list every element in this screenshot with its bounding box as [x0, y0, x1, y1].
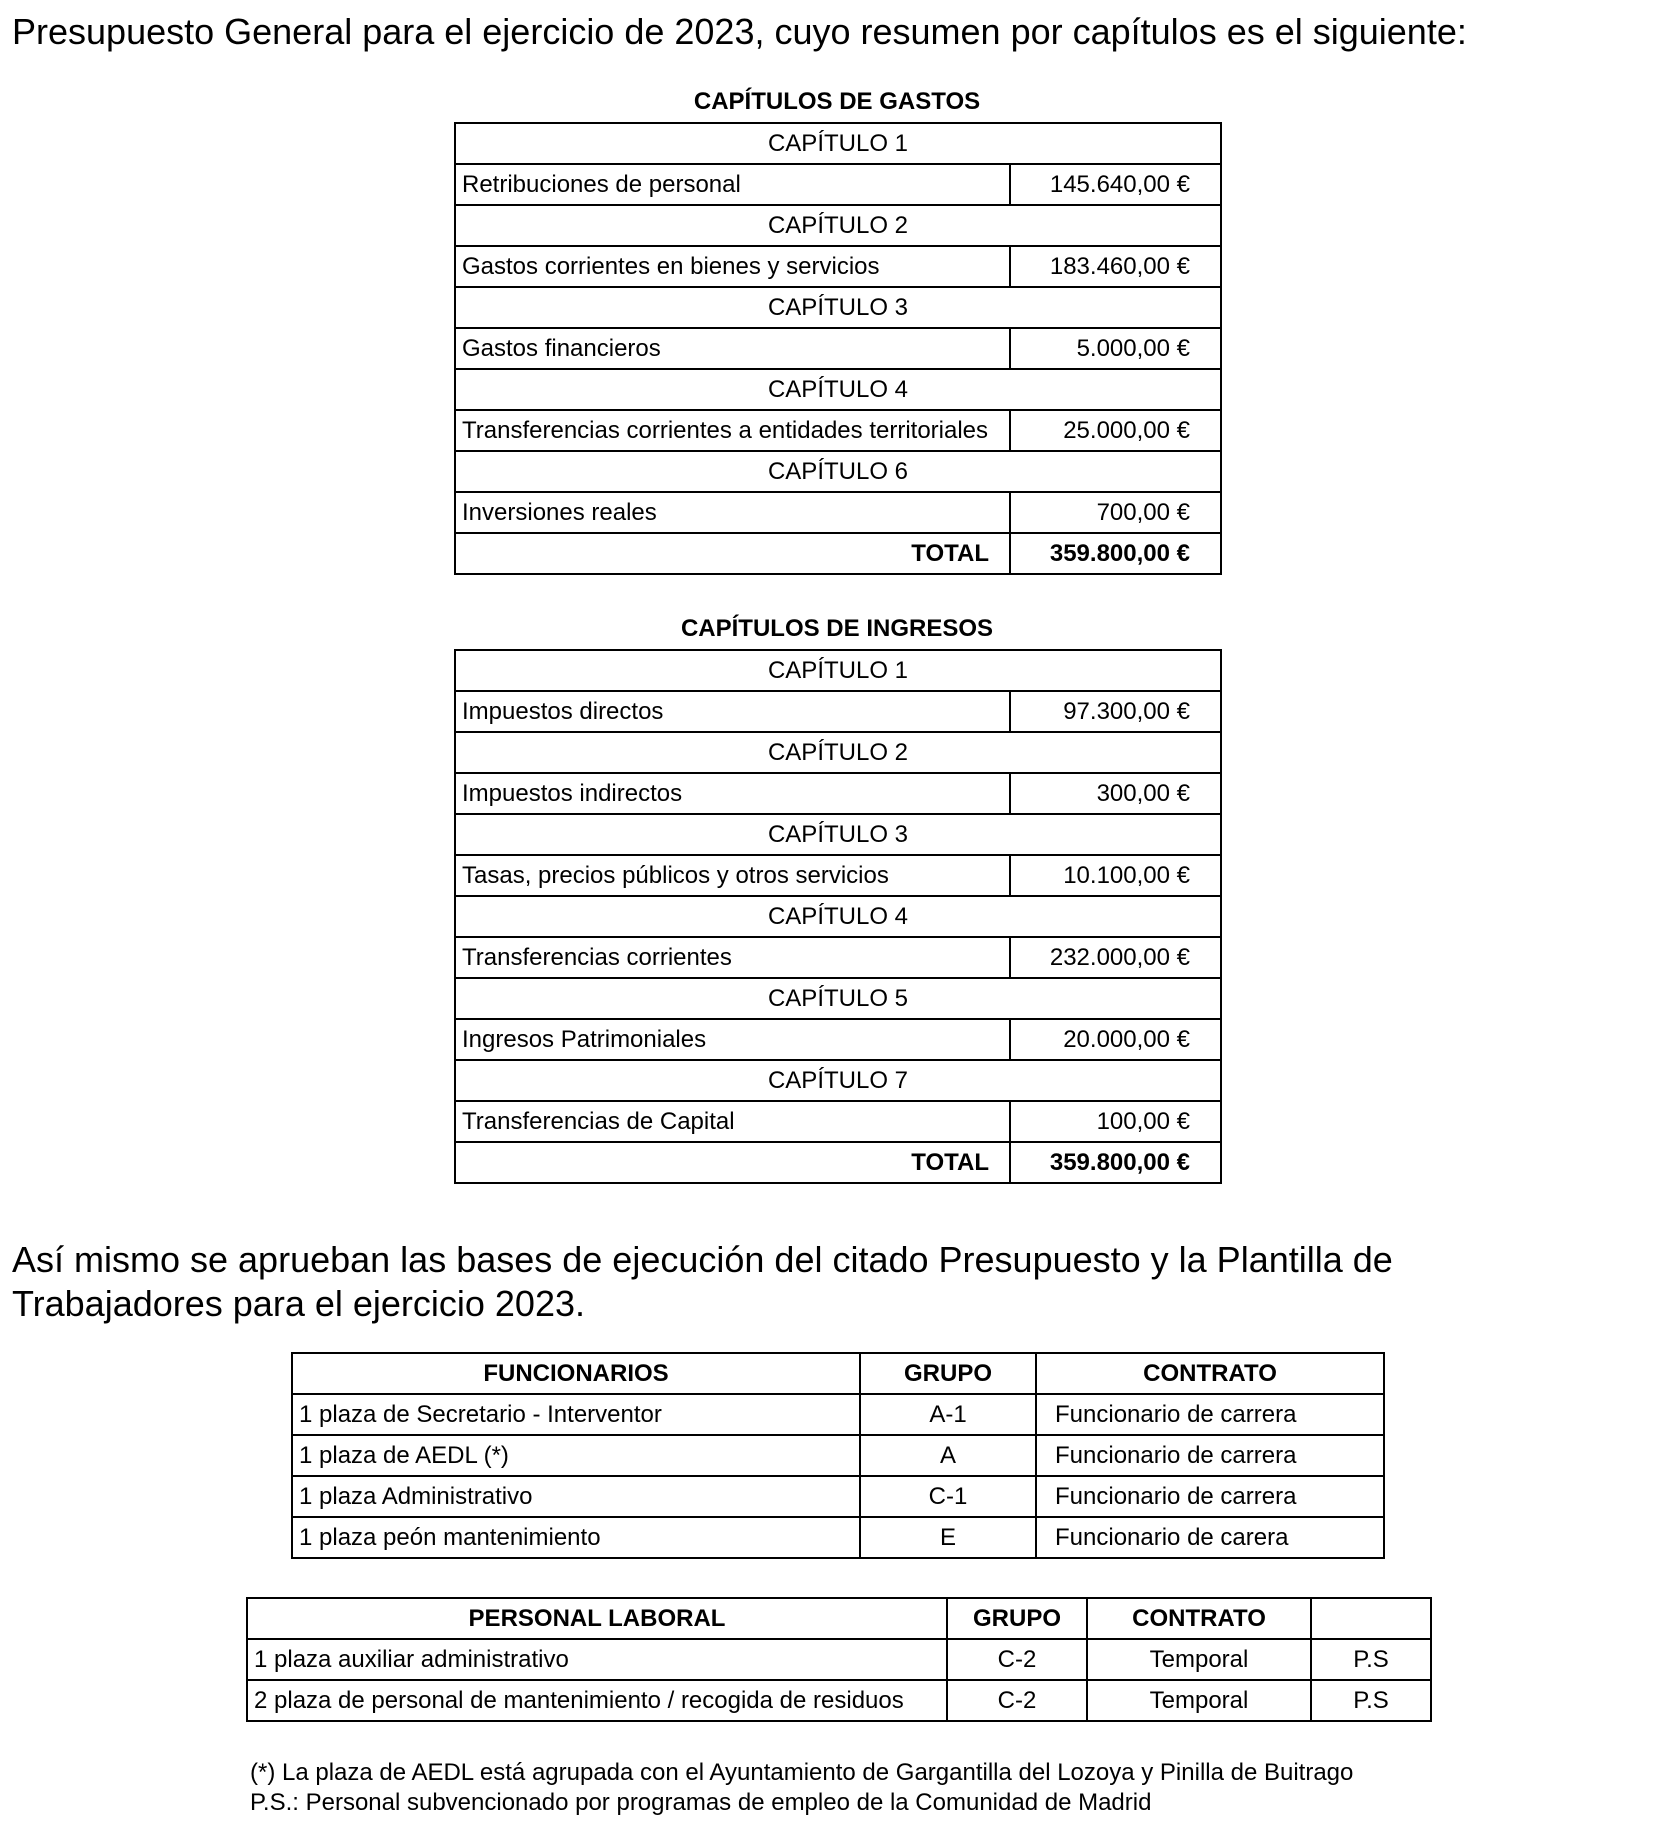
amount-cell: 183.460,00 €: [1010, 246, 1221, 287]
contrato-cell: Temporal: [1087, 1639, 1311, 1680]
grupo-cell: C-1: [860, 1476, 1036, 1517]
amount-cell: 25.000,00 €: [1010, 410, 1221, 451]
amount-cell: 700,00 €: [1010, 492, 1221, 533]
gastos-chapter-header: [455, 369, 1221, 410]
gastos-table: [454, 122, 1222, 575]
ingresos-chapter-row: [455, 773, 1221, 814]
ingresos-chapter-header: [455, 896, 1221, 937]
amount-cell: 232.000,00 €: [1010, 937, 1221, 978]
concept-cell: Retribuciones de personal: [455, 164, 1010, 205]
header-contrato: CONTRATO: [1036, 1353, 1384, 1394]
ingresos-chapter-row: [455, 1019, 1221, 1060]
total-label: TOTAL: [455, 1142, 1010, 1183]
concept-cell: Impuestos directos: [455, 691, 1010, 732]
concept-cell: Transferencias corrientes: [455, 937, 1010, 978]
grupo-cell: C-2: [947, 1639, 1087, 1680]
ingresos-chapter-header: [455, 814, 1221, 855]
amount-cell: 145.640,00 €: [1010, 164, 1221, 205]
ingresos-chapter-row: [455, 937, 1221, 978]
ingresos-chapter-header: [455, 650, 1221, 691]
ingresos-chapter-header: [455, 978, 1221, 1019]
contrato-cell: Temporal: [1087, 1680, 1311, 1721]
gastos-chapter-row: [455, 246, 1221, 287]
concept-cell: Transferencias corrientes a entidades territoriales: [455, 410, 1010, 451]
plaza-cell: 1 plaza auxiliar administrativo: [247, 1639, 947, 1680]
grupo-cell: A: [860, 1435, 1036, 1476]
chapter-label: CAPÍTULO 2: [455, 205, 1221, 246]
grupo-cell: A-1: [860, 1394, 1036, 1435]
funcionarios-table: [291, 1352, 1385, 1559]
ingresos-chapter-row: [455, 691, 1221, 732]
ingresos-chapter-row: [455, 855, 1221, 896]
plaza-cell: 1 plaza de Secretario - Interventor: [292, 1394, 860, 1435]
table-row: [247, 1680, 1431, 1721]
amount-cell: 100,00 €: [1010, 1101, 1221, 1142]
gastos-chapter-row: [455, 328, 1221, 369]
amount-cell: 5.000,00 €: [1010, 328, 1221, 369]
footnote-aedl: (*) La plaza de AEDL está agrupada con el Ayuntamiento de Gargantilla del Lozoya y Pinilla de Buitrago: [250, 1759, 1354, 1786]
gastos-chapter-header: [455, 123, 1221, 164]
table-header-row: [247, 1598, 1431, 1639]
gastos-chapter-header: [455, 205, 1221, 246]
contrato-cell: Funcionario de carrera: [1036, 1435, 1384, 1476]
grupo-cell: E: [860, 1517, 1036, 1558]
chapter-label: CAPÍTULO 4: [455, 896, 1221, 937]
table-row: [292, 1517, 1384, 1558]
gastos-chapter-row: [455, 410, 1221, 451]
chapter-label: CAPÍTULO 7: [455, 1060, 1221, 1101]
gastos-chapter-header: [455, 451, 1221, 492]
amount-cell: 10.100,00 €: [1010, 855, 1221, 896]
concept-cell: Gastos financieros: [455, 328, 1010, 369]
header-contrato: CONTRATO: [1087, 1598, 1311, 1639]
header-blank: [1311, 1598, 1431, 1639]
gastos-chapter-header: [455, 287, 1221, 328]
header-personal-laboral: PERSONAL LABORAL: [247, 1598, 947, 1639]
amount-cell: 300,00 €: [1010, 773, 1221, 814]
gastos-chapter-row: [455, 492, 1221, 533]
chapter-label: CAPÍTULO 2: [455, 732, 1221, 773]
chapter-label: CAPÍTULO 5: [455, 978, 1221, 1019]
plaza-cell: 2 plaza de personal de mantenimiento / recogida de residuos: [247, 1680, 947, 1721]
table-row: [292, 1476, 1384, 1517]
total-label: TOTAL: [455, 533, 1010, 574]
ingresos-total-row: [455, 1142, 1221, 1183]
amount-cell: 20.000,00 €: [1010, 1019, 1221, 1060]
header-funcionarios: FUNCIONARIOS: [292, 1353, 860, 1394]
amount-cell: 97.300,00 €: [1010, 691, 1221, 732]
bases-text-line2: Trabajadores para el ejercicio 2023.: [12, 1283, 585, 1324]
plaza-cell: 1 plaza de AEDL (*): [292, 1435, 860, 1476]
chapter-label: CAPÍTULO 3: [455, 287, 1221, 328]
table-row: [292, 1435, 1384, 1476]
concept-cell: Impuestos indirectos: [455, 773, 1010, 814]
concept-cell: Tasas, precios públicos y otros servicios: [455, 855, 1010, 896]
plaza-cell: 1 plaza peón mantenimiento: [292, 1517, 860, 1558]
concept-cell: Inversiones reales: [455, 492, 1010, 533]
contrato-cell: Funcionario de carrera: [1036, 1394, 1384, 1435]
table-row: [247, 1639, 1431, 1680]
bases-text-line1: Así mismo se aprueban las bases de ejecución del citado Presupuesto y la Plantilla de: [12, 1239, 1393, 1280]
table-row: [292, 1394, 1384, 1435]
ingresos-chapter-header: [455, 1060, 1221, 1101]
ps-cell: P.S: [1311, 1680, 1431, 1721]
chapter-label: CAPÍTULO 1: [455, 650, 1221, 691]
plaza-cell: 1 plaza Administrativo: [292, 1476, 860, 1517]
intro-text: Presupuesto General para el ejercicio de 2023, cuyo resumen por capítulos es el siguiente:: [12, 11, 1467, 52]
ingresos-chapter-row: [455, 1101, 1221, 1142]
gastos-total-row: [455, 533, 1221, 574]
chapter-label: CAPÍTULO 1: [455, 123, 1221, 164]
gastos-title: CAPÍTULOS DE GASTOS: [693, 88, 981, 115]
ingresos-chapter-header: [455, 732, 1221, 773]
chapter-label: CAPÍTULO 6: [455, 451, 1221, 492]
table-header-row: [292, 1353, 1384, 1394]
ingresos-title: CAPÍTULOS DE INGRESOS: [680, 615, 994, 642]
grupo-cell: C-2: [947, 1680, 1087, 1721]
header-grupo: GRUPO: [947, 1598, 1087, 1639]
contrato-cell: Funcionario de carrera: [1036, 1476, 1384, 1517]
concept-cell: Ingresos Patrimoniales: [455, 1019, 1010, 1060]
gastos-chapter-row: [455, 164, 1221, 205]
total-amount: 359.800,00 €: [1010, 1142, 1221, 1183]
ps-cell: P.S: [1311, 1639, 1431, 1680]
laboral-table: [246, 1597, 1432, 1722]
concept-cell: Gastos corrientes en bienes y servicios: [455, 246, 1010, 287]
chapter-label: CAPÍTULO 3: [455, 814, 1221, 855]
chapter-label: CAPÍTULO 4: [455, 369, 1221, 410]
contrato-cell: Funcionario de carera: [1036, 1517, 1384, 1558]
header-grupo: GRUPO: [860, 1353, 1036, 1394]
ingresos-table: [454, 649, 1222, 1184]
concept-cell: Transferencias de Capital: [455, 1101, 1010, 1142]
footnote-ps: P.S.: Personal subvencionado por programas de empleo de la Comunidad de Madrid: [250, 1789, 1152, 1816]
total-amount: 359.800,00 €: [1010, 533, 1221, 574]
